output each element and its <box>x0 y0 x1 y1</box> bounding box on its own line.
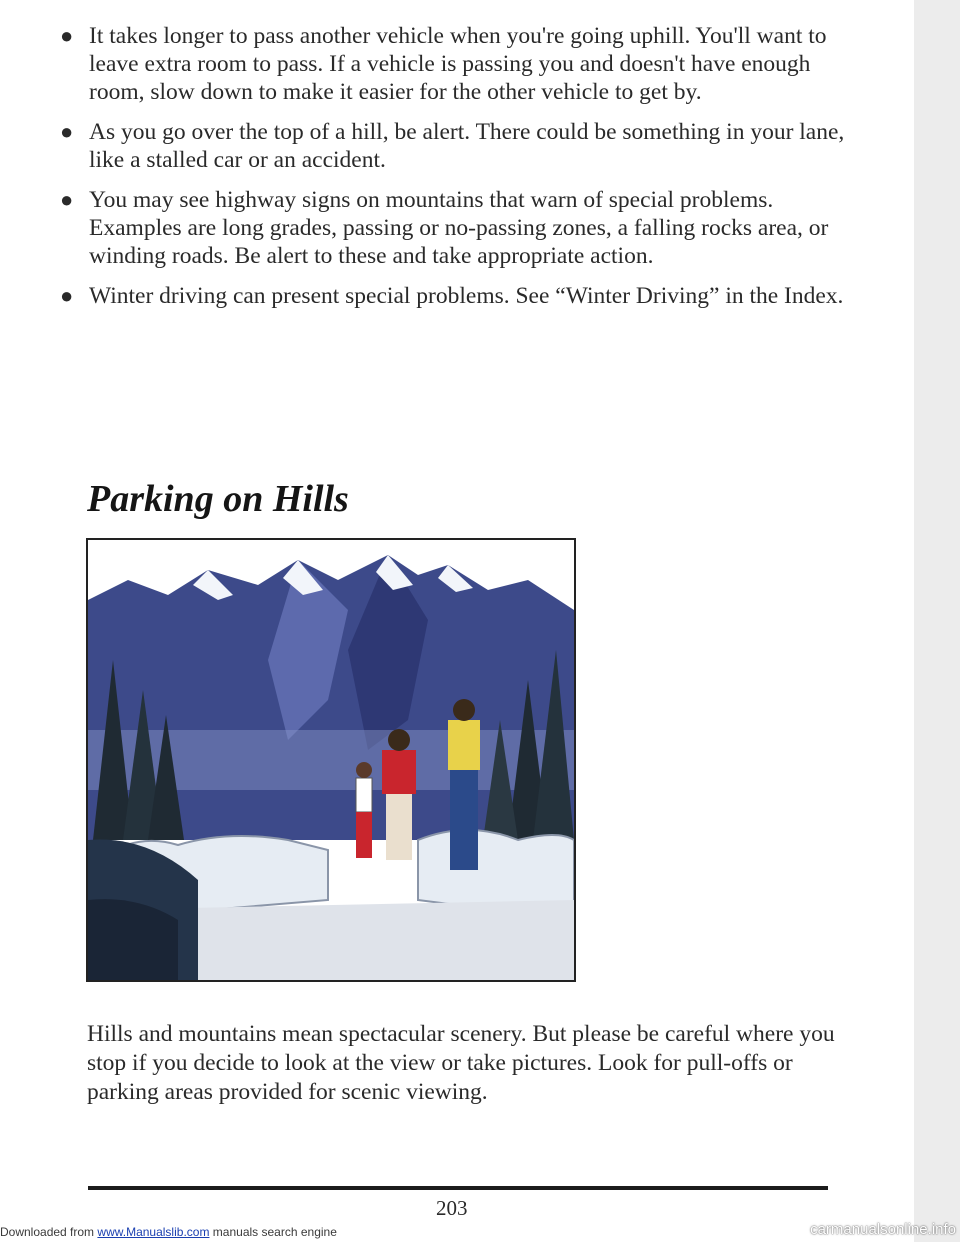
manualslib-link[interactable]: www.Manualslib.com <box>97 1225 210 1239</box>
bullet-item <box>58 22 858 106</box>
bullet-text: As you go over the top of a hill, be alert. There could be something in your lane, like a stalled car or an accident. <box>89 119 845 173</box>
footer-divider <box>88 1186 828 1190</box>
watermark-text: carmanualsonline.info <box>810 1221 956 1238</box>
page-number: 203 <box>436 1196 468 1220</box>
bullet-marker: ● <box>60 119 74 144</box>
footer-prefix: Downloaded from <box>0 1225 95 1239</box>
page-margin-strip <box>914 0 960 1242</box>
footer-suffix: manuals search engine <box>212 1225 337 1239</box>
adult-yellow-shirt <box>448 720 480 770</box>
caption-paragraph: Hills and mountains mean spectacular scenery. But please be careful where you stop if you decide to look at the view or take pictures. Look for pull-offs or parking areas provided for scenic viewing. <box>87 1021 835 1105</box>
bullet-text: It takes longer to pass another vehicle when you're going uphill. You'll want to leave extra room to pass. If a vehicle is passing you and doesn't have enough room, slow down to make it easier for the other vehicle to get by. <box>89 23 827 105</box>
mountain-scene-illustration <box>86 538 576 982</box>
bullet-item <box>58 282 858 310</box>
section-heading: Parking on Hills <box>87 478 349 520</box>
bullet-marker: ● <box>60 187 74 212</box>
bullet-text: Winter driving can present special problems. See “Winter Driving” in the Index. <box>89 283 844 309</box>
bullet-marker: ● <box>60 23 74 48</box>
child-figure <box>356 778 372 812</box>
bullet-item <box>58 118 858 174</box>
bullet-list <box>58 22 858 322</box>
download-footer <box>0 1225 337 1239</box>
bullet-item <box>58 186 858 270</box>
scenic-overlook-image <box>88 540 574 980</box>
bullet-text: You may see highway signs on mountains that warn of special problems. Examples are long grades, passing or no-passing zones, a falling rocks area, or winding roads. Be alert to these and take appropriate action. <box>89 187 829 269</box>
adult-red-shirt <box>382 750 416 794</box>
bullet-marker: ● <box>60 283 74 308</box>
